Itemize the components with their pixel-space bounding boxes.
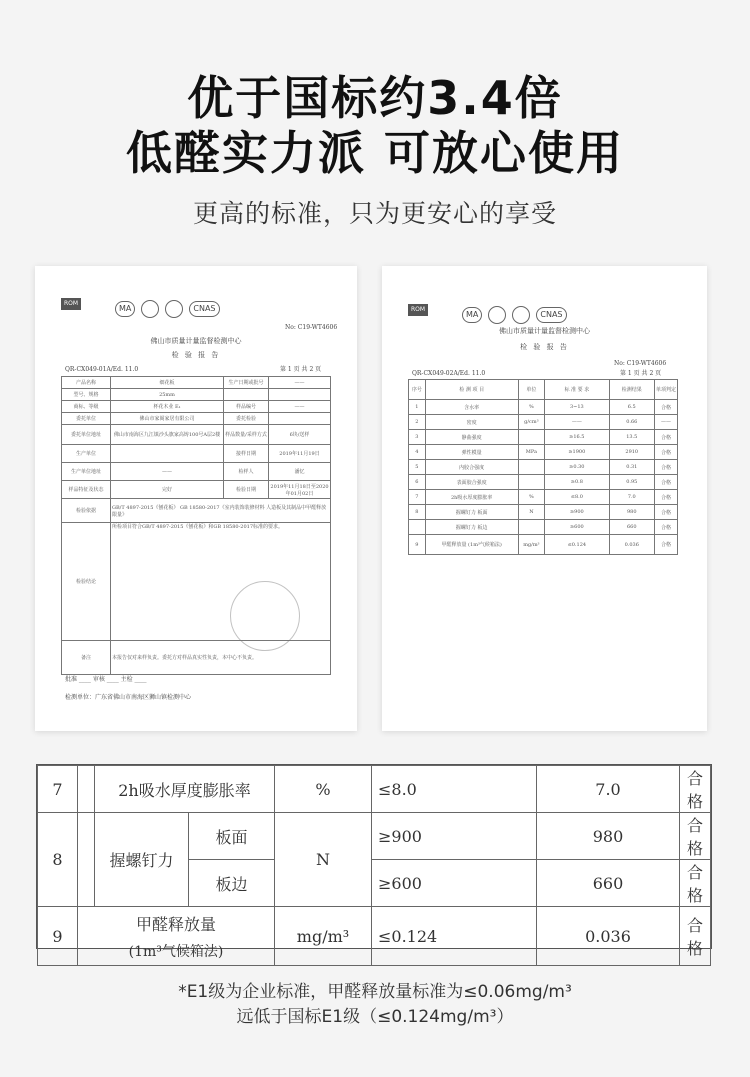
report-title: 检 验 报 告	[171, 351, 221, 359]
cell: 样品数量/采样方式	[224, 425, 269, 445]
report-title: 检 验 报 告	[520, 343, 569, 351]
header-cell: 检测结果	[609, 380, 654, 400]
unit: %	[275, 766, 372, 813]
result: 7.0	[537, 766, 680, 813]
requirement: ≤8.0	[372, 766, 537, 813]
cell: 甲醛释放量 (1m³气候箱法)	[425, 535, 518, 555]
cell: 13.5	[609, 430, 654, 445]
cell: 样品特征及状态	[62, 481, 111, 499]
cell: 静曲强度	[425, 430, 518, 445]
blank-cell	[78, 813, 95, 907]
cell: ≤0.124	[545, 535, 609, 555]
cell: 合格	[654, 430, 677, 445]
cell: ≥0.30	[545, 460, 609, 475]
ilac-seal-icon	[165, 300, 183, 318]
cell: 0.31	[609, 460, 654, 475]
report-code: QR-CX049-01A/Ed. 11.0	[65, 366, 139, 373]
report-footer: 检测单位：广东省佛山市南海区狮山镇检测中心	[65, 694, 192, 701]
cell	[518, 430, 544, 445]
cell: 6	[409, 475, 426, 490]
cell: 合格	[654, 535, 677, 555]
requirement: ≤0.124	[372, 907, 537, 966]
report-org: 佛山市质量计量监督检测中心	[499, 327, 590, 335]
cell: 1	[409, 400, 426, 415]
cell: GB/T 4897-2015《刨花板》 GB 18580-2017《室内装饰装修材料 人造板及其制品中甲醛释放限量》	[111, 499, 331, 523]
table-row	[38, 766, 711, 813]
cell: 佛山市家阁家居有限公司	[111, 413, 224, 425]
header-cell: 标 准 要 求	[545, 380, 609, 400]
official-stamp-icon	[230, 581, 300, 651]
cell: ——	[111, 463, 224, 481]
cell: %	[518, 400, 544, 415]
result: 980	[537, 813, 680, 860]
cell: 委托单位地址	[62, 425, 111, 445]
unit: N	[275, 813, 372, 907]
headline-line-1: 优于国标约3.4倍	[187, 71, 563, 125]
report-org: 佛山市质量计量监督检测中心	[150, 337, 242, 345]
cal-seal-icon	[488, 306, 506, 324]
cell: 型号、规格	[62, 389, 111, 401]
cell: 合格	[654, 520, 677, 535]
cell: 接样日期	[224, 445, 269, 463]
table-row	[38, 813, 711, 860]
cell: 合格	[654, 490, 677, 505]
cell	[518, 520, 544, 535]
cell: ≥0.8	[545, 475, 609, 490]
report-code: QR-CX049-02A/Ed. 11.0	[412, 370, 486, 377]
cell: 4	[409, 445, 426, 460]
cell: 佛山市南海区九江镇沙头旗家高铸100号A层2楼	[111, 425, 224, 445]
row-no: 8	[38, 813, 78, 907]
cell: 2910	[609, 445, 654, 460]
cell: 密度	[425, 415, 518, 430]
item-method: (1m³气候箱法)	[128, 943, 224, 960]
cell: ≤8.0	[545, 490, 609, 505]
item-name: 2h吸水厚度膨胀率	[95, 766, 275, 813]
cell: 5	[409, 460, 426, 475]
headline-line-2: 低醛实力派 可放心使用	[125, 126, 624, 180]
cell: ——	[654, 415, 677, 430]
cell: MPa	[518, 445, 544, 460]
cell: 含水率	[425, 400, 518, 415]
cell: 委托检验	[224, 413, 269, 425]
cell: 备注	[62, 641, 111, 675]
conclusion-cell: 所检项目符合GB/T 4897-2015《刨花板》和GB 18580-2017标准的要求。	[111, 523, 331, 641]
test-report-page-2	[382, 266, 707, 731]
cell: 合格	[654, 460, 677, 475]
zoomed-results-table	[36, 764, 712, 960]
cell: 表面胶合强度	[425, 475, 518, 490]
unit: mg/m³	[275, 907, 372, 966]
header-cell: 单位	[518, 380, 544, 400]
cell: 检验日期	[224, 481, 269, 499]
cell: 商标、等级	[62, 401, 111, 413]
cell: 25mm	[111, 389, 224, 401]
cell: 生产单位	[62, 445, 111, 463]
cell: 2019年11月19日	[269, 445, 331, 463]
cell: 杯花木业 E₁	[111, 401, 224, 413]
header-cell: 序号	[409, 380, 426, 400]
results-table	[408, 379, 678, 555]
cell: 检验结论	[62, 523, 111, 641]
verdict: 合格	[680, 813, 711, 860]
cell: ——	[545, 415, 609, 430]
cell: 完好	[111, 481, 224, 499]
certification-logos	[115, 300, 220, 318]
cell: 660	[609, 520, 654, 535]
cma-logo: MA	[115, 301, 135, 317]
cell: 合格	[654, 400, 677, 415]
cell: g/cm³	[518, 415, 544, 430]
cell	[269, 413, 331, 425]
cell: 合格	[654, 475, 677, 490]
cell: ——	[269, 377, 331, 389]
footnote-line-2: 远低于国标E1级（≤0.124mg/m³）	[236, 1007, 514, 1027]
cell: ——	[269, 401, 331, 413]
cell: 2	[409, 415, 426, 430]
cell	[111, 445, 224, 463]
item-name: 握螺钉力	[95, 813, 189, 907]
row-no: 7	[38, 766, 78, 813]
cell: 样品编号	[224, 401, 269, 413]
sub-item: 板面	[189, 813, 275, 860]
cnas-logo: CNAS	[189, 301, 219, 317]
cell: 0.66	[609, 415, 654, 430]
report-page: 第 1 页 共 2 页	[280, 366, 322, 373]
cell	[269, 389, 331, 401]
cal-seal-icon	[141, 300, 159, 318]
cell: mg/m³	[518, 535, 544, 555]
verdict: 合格	[680, 907, 711, 966]
cell: 2h吸水厚度膨胀率	[425, 490, 518, 505]
cma-logo: MA	[462, 307, 482, 323]
footnote-line-1: *E1级为企业标准，甲醛释放量标准为≤0.06mg/m³	[178, 982, 572, 1002]
cell: 细花板	[111, 377, 224, 389]
cell: ≥16.5	[545, 430, 609, 445]
header-cell: 单项判定	[654, 380, 677, 400]
header-cell: 检 测 项 目	[425, 380, 518, 400]
signatures: 批准 ____ 审核 ____ 主检 ____	[65, 676, 147, 683]
cell: 7.0	[609, 490, 654, 505]
row-no: 9	[38, 907, 78, 966]
item-title: 甲醛释放量	[135, 914, 216, 934]
cnas-logo: CNAS	[536, 307, 566, 323]
table-row	[38, 907, 711, 966]
cell: 3	[409, 430, 426, 445]
cell: 握螺钉力 板面	[425, 505, 518, 520]
requirement: ≥600	[372, 860, 537, 907]
cell: 生产日期或批号	[224, 377, 269, 389]
rom-logo: ROM	[61, 298, 81, 310]
cell: 握螺钉力 板边	[425, 520, 518, 535]
cell: 生产单位地址	[62, 463, 111, 481]
blank-cell	[78, 766, 95, 813]
cell: 2019年11月18日至2020年01月02日	[269, 481, 331, 499]
cell: 委托单位	[62, 413, 111, 425]
cell: 本报告仅对来样负责。委托方对样品真实性负责，本中心不负责。	[111, 641, 331, 675]
ilac-seal-icon	[512, 306, 530, 324]
cell: 3~13	[545, 400, 609, 415]
verdict: 合格	[680, 860, 711, 907]
cell: 0.036	[609, 535, 654, 555]
cell: ≥600	[545, 520, 609, 535]
test-report-page-1	[35, 266, 357, 731]
rom-logo: ROM	[408, 304, 428, 316]
report-number: No: C19-WT4606	[285, 324, 338, 331]
cell: 980	[609, 505, 654, 520]
cell: 8	[409, 505, 426, 520]
cell: 7	[409, 490, 426, 505]
cell	[518, 460, 544, 475]
cell: 合格	[654, 445, 677, 460]
result: 660	[537, 860, 680, 907]
cell: 检样人	[224, 463, 269, 481]
subtitle: 更高的标准，只为更安心的享受	[192, 199, 557, 228]
cell: N	[518, 505, 544, 520]
result: 0.036	[537, 907, 680, 966]
report-page: 第 1 页 共 2 页	[620, 370, 662, 377]
cell: ≥1900	[545, 445, 609, 460]
cell: 9	[409, 535, 426, 555]
cell: 潘忆	[269, 463, 331, 481]
item-name	[78, 907, 275, 966]
cell: 6.5	[609, 400, 654, 415]
cell	[409, 520, 426, 535]
certification-logos	[462, 306, 567, 324]
cell: 内胶合强度	[425, 460, 518, 475]
cell: %	[518, 490, 544, 505]
requirement: ≥900	[372, 813, 537, 860]
cell: ≥900	[545, 505, 609, 520]
cell: 弹性模量	[425, 445, 518, 460]
cell: 6块/送样	[269, 425, 331, 445]
cell: 0.95	[609, 475, 654, 490]
cell: 产品名称	[62, 377, 111, 389]
cell: 检验依据	[62, 499, 111, 523]
cell	[224, 389, 269, 401]
sub-item: 板边	[189, 860, 275, 907]
cell	[518, 475, 544, 490]
report-number: No: C19-WT4606	[614, 360, 667, 367]
verdict: 合格	[680, 766, 711, 813]
cell: 合格	[654, 505, 677, 520]
